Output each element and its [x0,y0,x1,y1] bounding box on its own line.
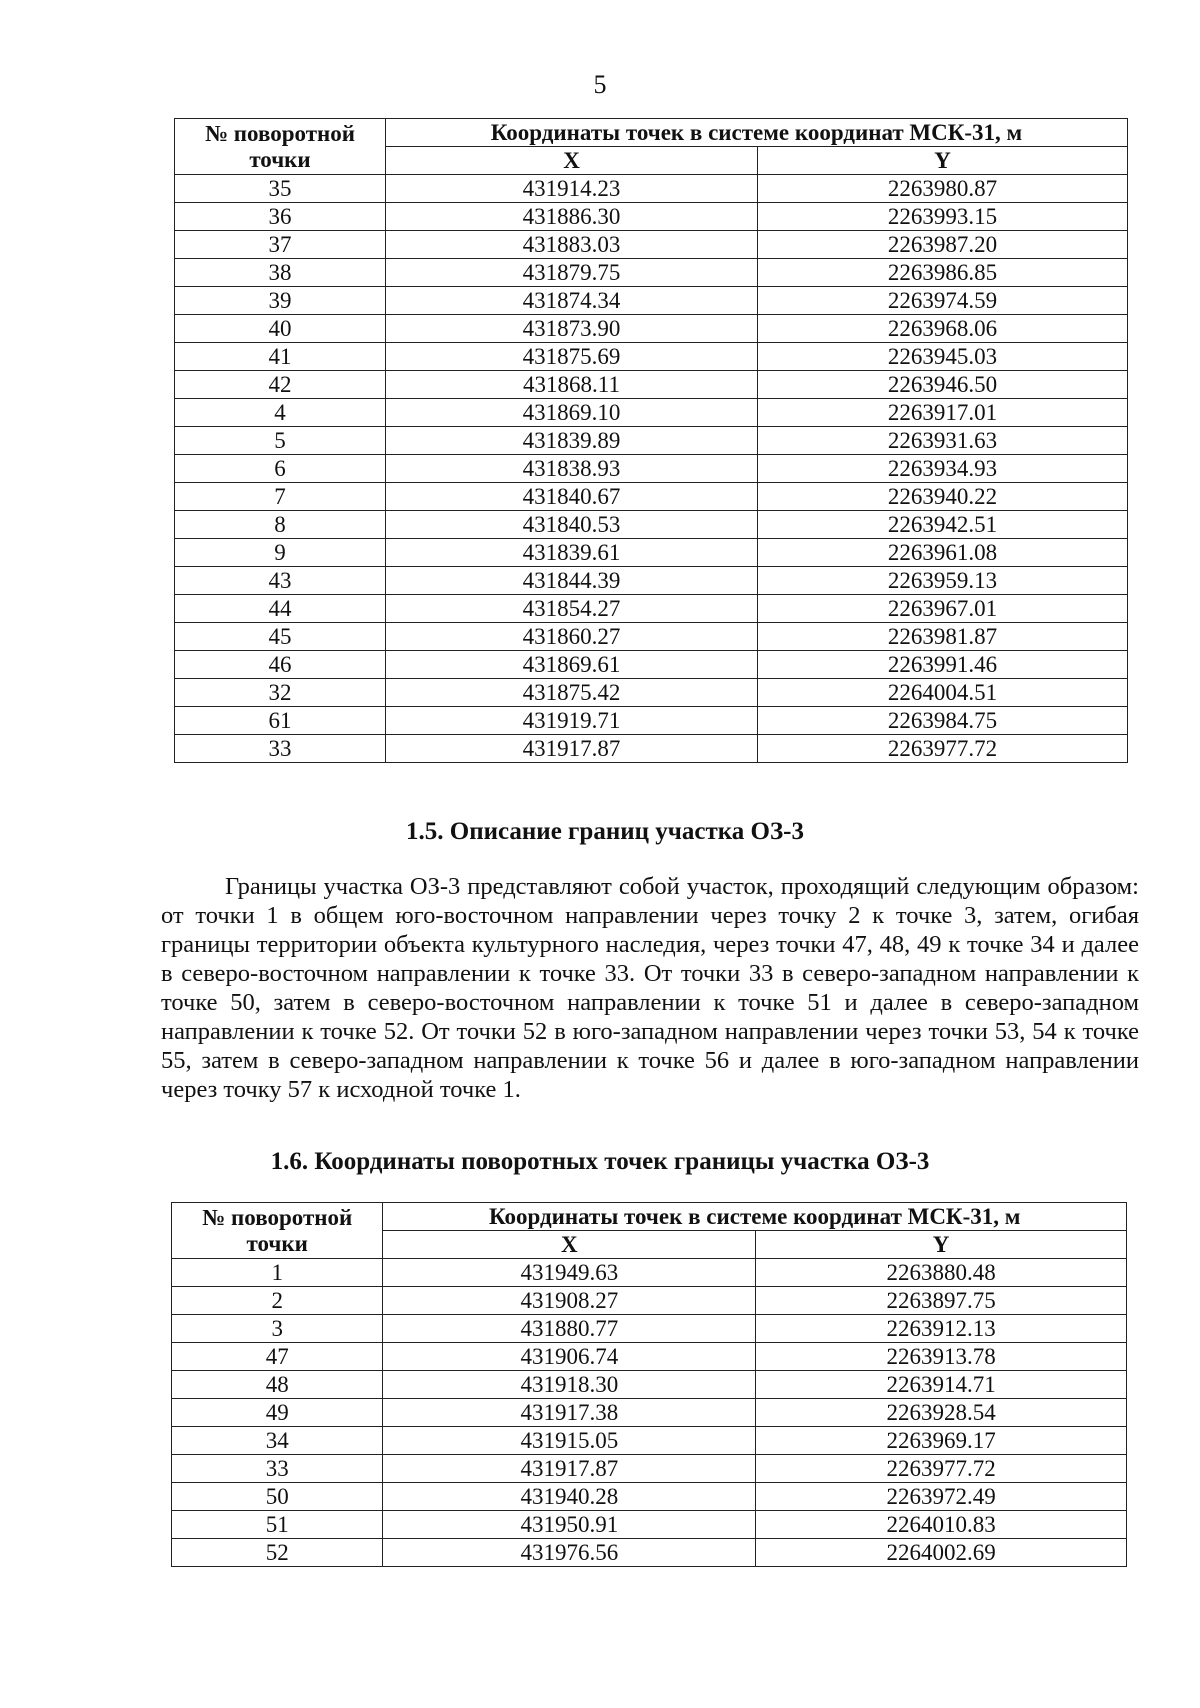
x-coordinate-cell: 431860.27 [386,623,758,651]
x-coordinate-cell: 431917.38 [383,1399,756,1427]
x-coordinate-cell: 431915.05 [383,1427,756,1455]
point-number-cell: 40 [175,315,386,343]
x-coordinate-cell: 431940.28 [383,1483,756,1511]
point-number-cell: 33 [172,1455,383,1483]
point-number-cell: 35 [175,175,386,203]
table-row [175,371,1128,399]
point-number-cell: 48 [172,1371,383,1399]
table-row [175,511,1128,539]
table-row [175,259,1128,287]
x-coordinate-cell: 431873.90 [386,315,758,343]
coordinates-table-2 [171,1202,1127,1567]
table-row [175,567,1128,595]
x-coordinate-cell: 431840.67 [386,483,758,511]
point-number-cell: 6 [175,455,386,483]
y-coordinate-cell: 2263967.01 [758,595,1128,623]
table-row [175,343,1128,371]
table-row [172,1427,1127,1455]
table-row [172,1287,1127,1315]
table-row [175,623,1128,651]
y-coordinate-cell: 2263928.54 [756,1399,1127,1427]
y-coordinate-cell: 2263974.59 [758,287,1128,315]
x-coordinate-cell: 431886.30 [386,203,758,231]
table-row [175,427,1128,455]
x-coordinate-cell: 431917.87 [383,1455,756,1483]
x-coordinate-cell: 431868.11 [386,371,758,399]
section-title-1-6: 1.6. Координаты поворотных точек границы участка ОЗ-3 [270,1148,930,1175]
coordinates-table-1 [174,118,1128,763]
table-row [172,1483,1127,1511]
table-row [175,539,1128,567]
x-coordinate-cell: 431919.71 [386,707,758,735]
x-coordinate-cell: 431875.69 [386,343,758,371]
y-coordinate-cell: 2263984.75 [758,707,1128,735]
point-number-cell: 1 [172,1259,383,1287]
y-coordinate-cell: 2263912.13 [756,1315,1127,1343]
y-coordinate-cell: 2264004.51 [758,679,1128,707]
coords-system-header: Координаты точек в системе координат МСК-31, м [383,1203,1127,1231]
point-number-cell: 9 [175,539,386,567]
y-header: Y [758,147,1128,175]
boundary-description-paragraph: Границы участка ОЗ-3 представляют собой участок, проходящий следующим образом: от точки 1 в общем юго-восточном направлении через точку 2 к точке 3, затем, огибая границы территории объекта культурного наследия, через точки 47, 48, 49 к точке 34 и далее в северо-восточном направлении к точке 33. От точки 33 в северо-западном направлении к точке 50, затем в северо-восточном направлении к точке 51 и далее в северо-западном направлении к точке 52. От точки 52 в юго-западном направлении через точки 53, 54 к точке 55, затем в северо-западном направлении к точке 56 и далее в юго-западном направлении через точку 57 к исходной точке 1. [161,873,1139,1103]
x-coordinate-cell: 431839.61 [386,539,758,567]
table-row [175,455,1128,483]
y-coordinate-cell: 2263917.01 [758,399,1128,427]
y-coordinate-cell: 2263945.03 [758,343,1128,371]
point-number-cell: 7 [175,483,386,511]
point-number-cell: 3 [172,1315,383,1343]
table-row [175,315,1128,343]
y-coordinate-cell: 2263972.49 [756,1483,1127,1511]
table-row [175,399,1128,427]
table-row [175,483,1128,511]
y-coordinate-cell: 2264010.83 [756,1511,1127,1539]
x-coordinate-cell: 431875.42 [386,679,758,707]
x-coordinate-cell: 431917.87 [386,735,758,763]
y-coordinate-cell: 2263981.87 [758,623,1128,651]
x-coordinate-cell: 431914.23 [386,175,758,203]
point-number-cell: 39 [175,287,386,315]
x-coordinate-cell: 431869.61 [386,651,758,679]
point-number-cell: 4 [175,399,386,427]
table-row [175,679,1128,707]
y-coordinate-cell: 2263934.93 [758,455,1128,483]
x-coordinate-cell: 431838.93 [386,455,758,483]
table-row [172,1511,1127,1539]
x-header: X [383,1231,756,1259]
x-coordinate-cell: 431949.63 [383,1259,756,1287]
point-number-header: № поворотной точки [175,119,386,175]
y-coordinate-cell: 2263977.72 [756,1455,1127,1483]
x-coordinate-cell: 431883.03 [386,231,758,259]
table-row [175,735,1128,763]
table-row [175,595,1128,623]
y-coordinate-cell: 2263980.87 [758,175,1128,203]
point-number-cell: 47 [172,1343,383,1371]
x-coordinate-cell: 431874.34 [386,287,758,315]
table-row [172,1315,1127,1343]
point-number-cell: 43 [175,567,386,595]
section-title-1-5: 1.5. Описание границ участка ОЗ-3 [406,818,804,845]
x-coordinate-cell: 431976.56 [383,1539,756,1567]
x-coordinate-cell: 431869.10 [386,399,758,427]
table-row [172,1539,1127,1567]
x-coordinate-cell: 431880.77 [383,1315,756,1343]
point-number-cell: 33 [175,735,386,763]
x-coordinate-cell: 431879.75 [386,259,758,287]
x-coordinate-cell: 431840.53 [386,511,758,539]
point-number-cell: 2 [172,1287,383,1315]
point-number-cell: 51 [172,1511,383,1539]
x-coordinate-cell: 431950.91 [383,1511,756,1539]
point-number-cell: 32 [175,679,386,707]
x-coordinate-cell: 431844.39 [386,567,758,595]
table-row [172,1343,1127,1371]
point-number-cell: 44 [175,595,386,623]
point-number-cell: 34 [172,1427,383,1455]
y-header: Y [756,1231,1127,1259]
point-number-cell: 49 [172,1399,383,1427]
y-coordinate-cell: 2263986.85 [758,259,1128,287]
y-coordinate-cell: 2263880.48 [756,1259,1127,1287]
y-coordinate-cell: 2264002.69 [756,1539,1127,1567]
x-coordinate-cell: 431906.74 [383,1343,756,1371]
table-row [172,1259,1127,1287]
y-coordinate-cell: 2263991.46 [758,651,1128,679]
y-coordinate-cell: 2263987.20 [758,231,1128,259]
x-coordinate-cell: 431918.30 [383,1371,756,1399]
x-coordinate-cell: 431908.27 [383,1287,756,1315]
x-header: X [386,147,758,175]
y-coordinate-cell: 2263897.75 [756,1287,1127,1315]
y-coordinate-cell: 2263969.17 [756,1427,1127,1455]
table-row [175,203,1128,231]
point-number-cell: 61 [175,707,386,735]
point-number-header: № поворотной точки [172,1203,383,1259]
y-coordinate-cell: 2263993.15 [758,203,1128,231]
y-coordinate-cell: 2263942.51 [758,511,1128,539]
point-number-cell: 37 [175,231,386,259]
table-row [172,1399,1127,1427]
point-number-cell: 52 [172,1539,383,1567]
y-coordinate-cell: 2263940.22 [758,483,1128,511]
point-number-cell: 42 [175,371,386,399]
table-row [175,707,1128,735]
y-coordinate-cell: 2263959.13 [758,567,1128,595]
point-number-cell: 5 [175,427,386,455]
page-number: 5 [593,70,607,99]
point-number-cell: 46 [175,651,386,679]
table-row [175,231,1128,259]
table-row [172,1455,1127,1483]
y-coordinate-cell: 2263968.06 [758,315,1128,343]
y-coordinate-cell: 2263977.72 [758,735,1128,763]
table-row [175,651,1128,679]
point-number-cell: 36 [175,203,386,231]
table-row [175,175,1128,203]
point-number-cell: 50 [172,1483,383,1511]
point-number-cell: 8 [175,511,386,539]
y-coordinate-cell: 2263961.08 [758,539,1128,567]
y-coordinate-cell: 2263913.78 [756,1343,1127,1371]
coords-system-header: Координаты точек в системе координат МСК-31, м [386,119,1128,147]
x-coordinate-cell: 431839.89 [386,427,758,455]
y-coordinate-cell: 2263946.50 [758,371,1128,399]
point-number-cell: 38 [175,259,386,287]
y-coordinate-cell: 2263931.63 [758,427,1128,455]
y-coordinate-cell: 2263914.71 [756,1371,1127,1399]
point-number-cell: 41 [175,343,386,371]
point-number-cell: 45 [175,623,386,651]
table-row [175,287,1128,315]
table-row [172,1371,1127,1399]
x-coordinate-cell: 431854.27 [386,595,758,623]
